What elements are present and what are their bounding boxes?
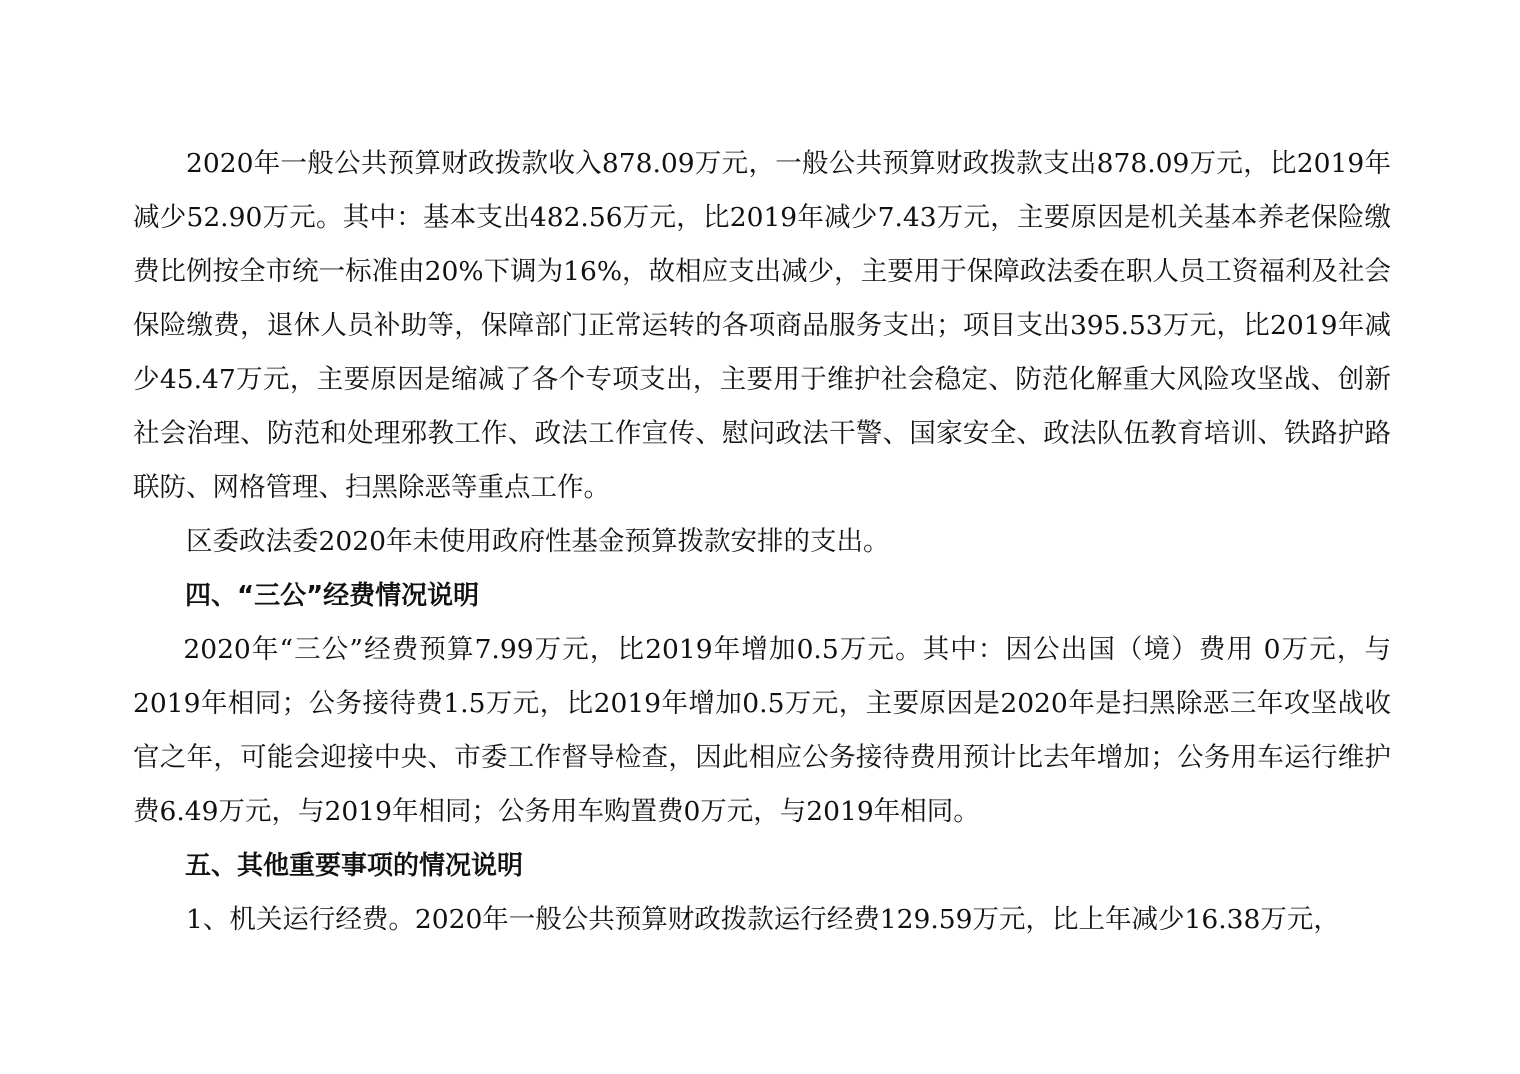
heading-other-matters: 五、其他重要事项的情况说明 xyxy=(185,851,524,881)
heading-three-public-expenses: 四、“三公”经费情况说明 xyxy=(185,581,480,611)
paragraph-three-public-expenses: 2020年“三公”经费预算7.99万元，比2019年增加0.5万元。其中：因公出国（境）费用 0万元，与2019年相同；公务接待费1.5万元，比2019年增加0.5万元，主要原因是2020年是扫黑除恶三年攻坚战收官之年，可能会迎接中央、市委工作督导检查，因此相应公务接待费用预计比去年增加；公务用车运行维护费6.49万元，与2019年相同；公务用车购置费0万元，与2019年相同。 xyxy=(133,634,1391,827)
paragraph-government-fund: 区委政法委2020年未使用政府性基金预算拨款安排的支出。 xyxy=(186,526,890,557)
document-body xyxy=(133,137,1391,947)
paragraph-general-budget: 2020年一般公共预算财政拨款收入878.09万元，一般公共预算财政拨款支出878.09万元，比2019年减少52.90万元。其中：基本支出482.56万元，比2019年减少7.43万元，主要原因是机关基本养老保险缴费比例按全市统一标准由20%下调为16%，故相应支出减少，主要用于保障政法委在职人员工资福利及社会保险缴费，退休人员补助等，保障部门正常运转的各项商品服务支出；项目支出395.53万元，比2019年减少45.47万元，主要原因是缩减了各个专项支出，主要用于维护社会稳定、防范化解重大风险攻坚战、创新社会治理、防范和处理邪教工作、政法工作宣传、慰问政法干警、国家安全、政法队伍教育培训、铁路护路联防、网格管理、扫黑除恶等重点工作。 xyxy=(133,148,1391,503)
paragraph-operating-expenses: 1、机关运行经费。2020年一般公共预算财政拨款运行经费129.59万元，比上年减少16.38万元， xyxy=(186,904,1340,935)
